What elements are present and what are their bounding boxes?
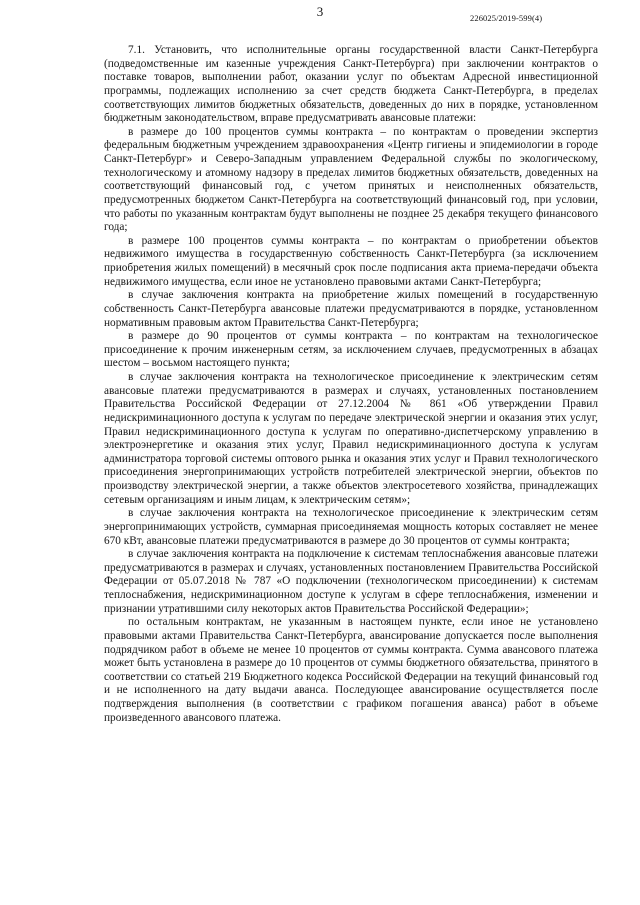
page-number: 3 <box>316 4 324 19</box>
paragraph-utility-networks-advance: в размере до 90 процентов от суммы контракта – по контрактам на технологическое присоединение к прочим инженерным сетям, за исключением случаев, предусмотренных в абзацах шестом – восьмом настоящего пункта; <box>104 330 598 370</box>
document-body <box>104 44 598 725</box>
paragraph-real-estate-advance: в размере 100 процентов суммы контракта – по контрактам о приобретении объектов недвижимого имущества в государственную собственность Санкт-Петербурга (за исключением приобретения жилых помещений) в месячный срок после подписания акта приема-передачи объекта недвижимого имущества, если иное не установлено правовыми актами Санкт-Петербурга; <box>104 234 598 288</box>
paragraph-other-contracts-advance: по остальным контрактам, не указанным в настоящем пункте, если иное не установлено правовыми актами Правительства Санкт-Петербурга, авансирование допускается после выполнения подрядчиком работ в объеме не менее 10 процентов от суммы контракта. Сумма авансового платежа может быть установлена в размере до 10 процентов от суммы бюджетного обязательства, принятого в соответствии со статьей 219 Бюджетного кодекса Российской Федерации на текущий финансовый год и не исполненного на дату выдачи аванса. Последующее авансирование осуществляется после подтверждения выполнения (в соответствии с графиком погашения аванса) работ в объеме произведенного авансового платежа. <box>104 616 598 724</box>
paragraph-clause-7-1: 7.1. Установить, что исполнительные органы государственной власти Санкт-Петербурга (подведомственные им казенные учреждения Санкт-Петербурга) при заключении контрактов о поставке товаров, выполнении работ, оказании услуг по объектам Адресной инвестиционной программы, подлежащих исполнению за счет средств бюджета Санкт-Петербурга, в пределах соответствующих лимитов бюджетных обязательств, доведенных до них в порядке, установленном бюджетным законодательством, вправе предусматривать авансовые платежи: <box>104 44 598 125</box>
document-code: 226025/2019-599(4) <box>470 13 543 23</box>
paragraph-expertise-advance: в размере до 100 процентов суммы контракта – по контрактам о проведении экспертиз федеральным бюджетным учреждением здравоохранения «Центр гигиены и эпидемиологии в городе Санкт-Петербург» и Северо-Западным управлением Федеральной службы по экологическому, технологическому и атомному надзору в пределах лимитов бюджетных обязательств, доведенных на соответствующий финансовый год, с учетом принятых и неисполненных обязательств, предусмотренных бюджетом Санкт-Петербурга на соответствующий финансовый год, при условии, что работы по указанным контрактам будут выполнены не позднее 25 декабря текущего финансового года; <box>104 125 598 234</box>
paragraph-electric-networks-advance: в случае заключения контракта на технологическое присоединение к электрическим сетям авансовые платежи предусматриваются в размерах и случаях, установленных постановлением Правительства Российской Федерации от 27.12.2004 № 861 «Об утверждении Правил недискриминационного доступа к услугам по передаче электрической энергии и оказания этих услуг, Правил недискриминационного доступа к услугам по оперативно-диспетчерскому управлению в электроэнергетике и оказания этих услуг, Правил недискриминационного доступа к услугам администратора торговой системы оптового рынка и оказания этих услуг и Правил технологического присоединения энергопринимающих устройств потребителей электрической энергии, объектов по производству электрической энергии, а также объектов электросетевого хозяйства, принадлежащих сетевым организациям и иным лицам, к электрическим сетям»; <box>104 371 598 506</box>
paragraph-housing-advance: в случае заключения контракта на приобретение жилых помещений в государственную собственность Санкт-Петербурга авансовые платежи предусматриваются в порядке, установленном нормативным правовым актом Правительства Санкт-Петербурга; <box>104 289 598 329</box>
paragraph-electric-670kw-advance: в случае заключения контракта на технологическое присоединение к электрическим сетям энергопринимающих устройств, суммарная присоединяемая мощность которых составляет не менее 670 кВт, авансовые платежи предусматриваются в размере до 30 процентов от суммы контракта; <box>104 507 598 547</box>
paragraph-heat-supply-advance: в случае заключения контракта на подключение к системам теплоснабжения авансовые платежи предусматриваются в размерах и случаях, установленных постановлением Правительства Российской Федерации от 05.07.2018 № 787 «О подключении (технологическом присоединении) к системам теплоснабжения, недискриминационном доступе к услугам в сфере теплоснабжения, изменении и признании утратившими силу некоторых актов Правительства Российской Федерации»; <box>104 548 598 615</box>
